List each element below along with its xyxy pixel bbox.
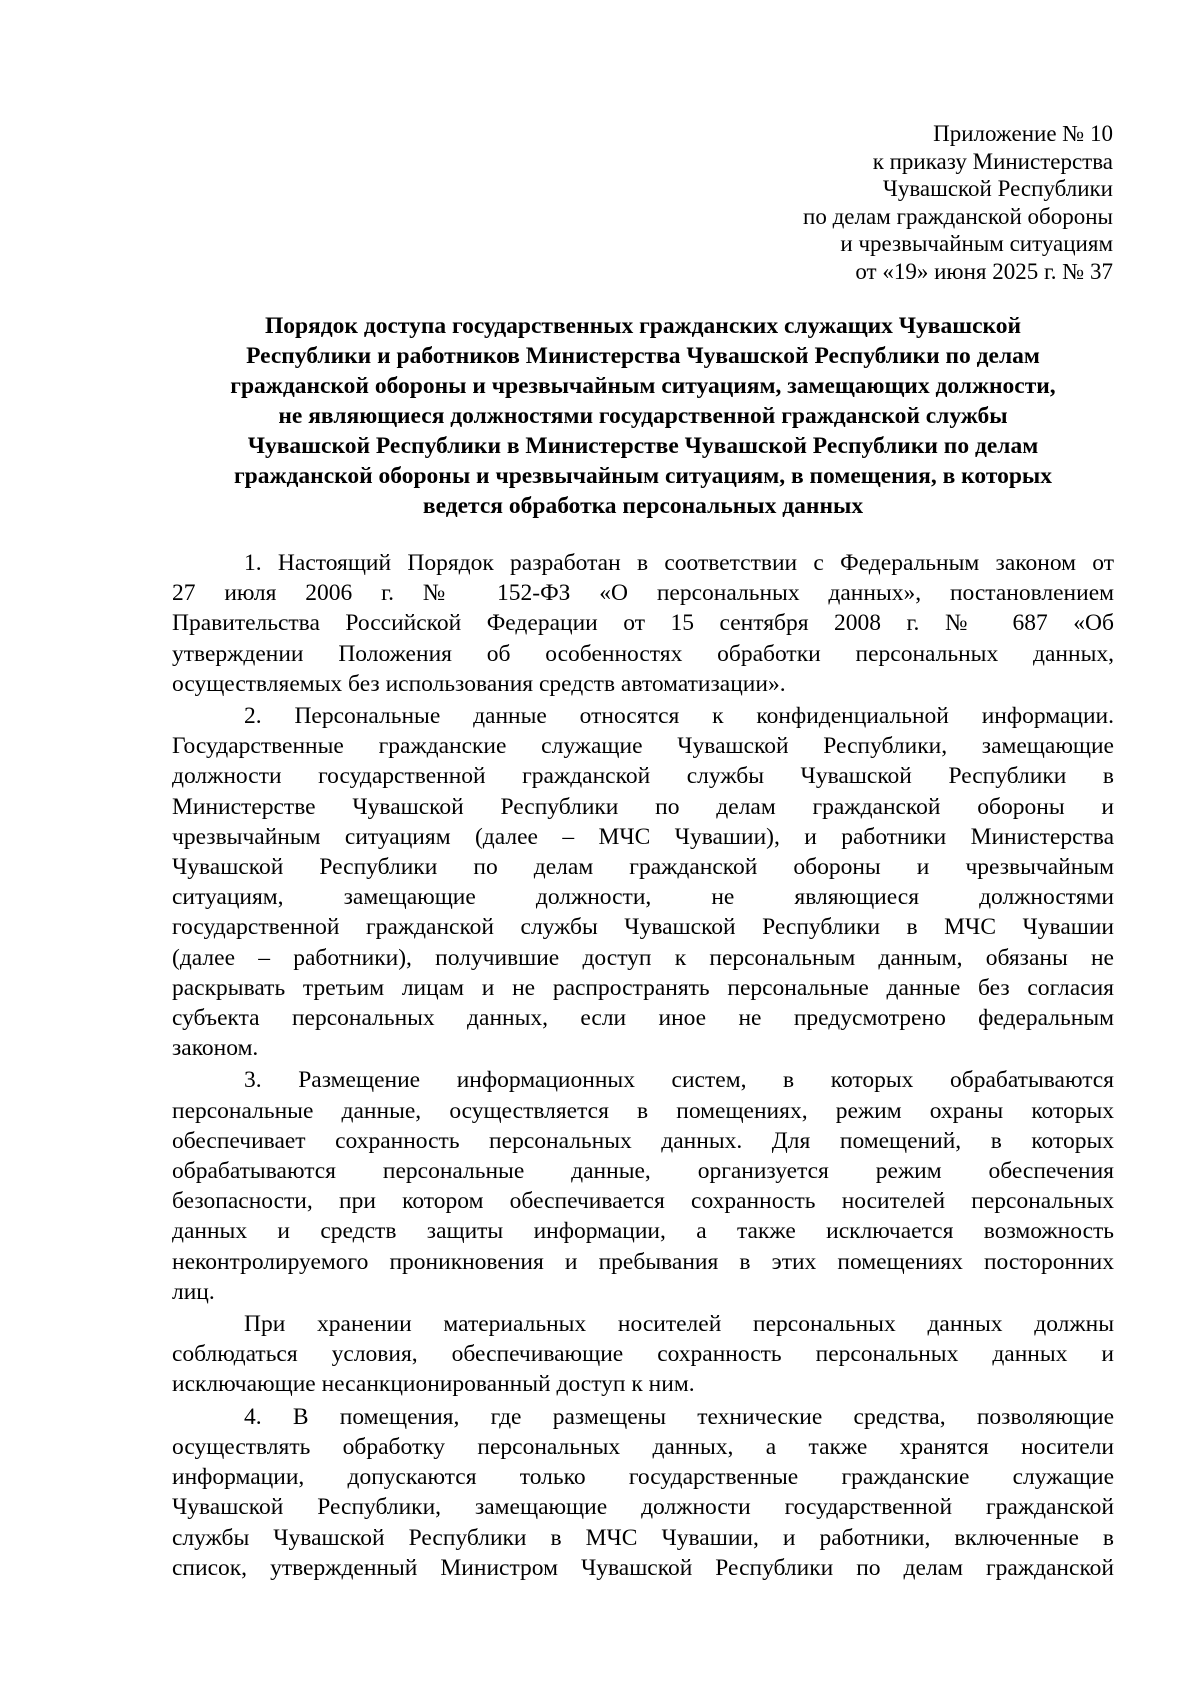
body-line: утверждении Положения об особенностях обработки персональных данных, — [172, 640, 1114, 667]
document-body — [172, 548, 1114, 1585]
document-title — [172, 311, 1114, 521]
body-line: чрезвычайным ситуациям (далее – МЧС Чувашии), и работники Министерства — [172, 823, 1114, 850]
body-line: 2. Персональные данные относятся к конфиденциальной информации. — [244, 703, 1114, 730]
body-line: исключающие несанкционированный доступ к ним. — [172, 1371, 695, 1398]
title-line: Республики и работников Министерства Чувашской Республики по делам — [246, 343, 1040, 369]
title-line: гражданской обороны и чрезвычайным ситуациям, в помещения, в которых — [233, 463, 1052, 489]
appendix-order-ref: к приказу Министерства — [872, 148, 1113, 174]
paragraph-2 — [172, 701, 1114, 1063]
title-line: Порядок доступа государственных гражданских служащих Чувашской — [264, 313, 1022, 339]
body-line: государственной гражданской службы Чувашской Республики в МЧС Чувашии — [172, 914, 1114, 941]
body-line: 1. Настоящий Порядок разработан в соответствии с Федеральным законом от — [244, 550, 1114, 576]
body-line: субъекта персональных данных, если иное не предусмотрено федеральным — [172, 1005, 1114, 1032]
title-line: Чувашской Республики в Министерстве Чувашской Республики по делам — [247, 433, 1039, 459]
title-line: гражданской обороны и чрезвычайным ситуациям, замещающих должности, — [230, 373, 1056, 399]
body-line: законом. — [172, 1035, 259, 1062]
body-line: Чувашской Республики, замещающие должности государственной гражданской — [172, 1494, 1114, 1521]
body-line: обрабатываются персональные данные, организуется режим обеспечения — [172, 1158, 1114, 1185]
appendix-republic: Чувашской Республики — [882, 176, 1113, 201]
paragraph-1 — [172, 548, 1114, 699]
body-line: (далее – работники), получившие доступ к персональным данным, обязаны не — [172, 944, 1114, 971]
body-line: осуществляемых без использования средств автоматизации». — [172, 670, 786, 697]
body-line: Государственные гражданские служащие Чувашской Республики, замещающие — [172, 733, 1114, 760]
body-line: персональные данные, осуществляется в помещениях, режим охраны которых — [172, 1097, 1114, 1124]
body-line: Правительства Российской Федерации от 15 сентября 2008 г. № 687 «Об — [172, 610, 1114, 637]
body-line: список, утвержденный Министром Чувашской Республики по делам гражданской — [172, 1554, 1114, 1581]
body-line: осуществлять обработку персональных данных, а также хранятся носители — [172, 1433, 1114, 1460]
body-line: обеспечивает сохранность персональных данных. Для помещений, в которых — [172, 1127, 1114, 1154]
title-line: ведется обработка персональных данных — [422, 493, 864, 519]
body-line: информации, допускаются только государственные гражданские служащие — [172, 1464, 1114, 1491]
body-line: лиц. — [172, 1278, 215, 1305]
body-line: службы Чувашской Республики в МЧС Чувашии, и работники, включенные в — [172, 1524, 1114, 1551]
paragraph-3-storage — [172, 1309, 1114, 1400]
body-line: 27 июля 2006 г. № 152-ФЗ «О персональных данных», постановлением — [172, 580, 1114, 607]
body-line: Чувашской Республики по делам гражданской обороны и чрезвычайным — [172, 854, 1114, 881]
body-line: соблюдаться условия, обеспечивающие сохранность персональных данных и — [172, 1341, 1114, 1368]
paragraph-3 — [172, 1065, 1114, 1307]
body-line: безопасности, при котором обеспечивается сохранность носителей персональных — [172, 1188, 1114, 1215]
body-line: 4. В помещения, где размещены технические средства, позволяющие — [244, 1403, 1114, 1430]
body-line: раскрывать третьим лицам и не распространять персональные данные без согласия — [172, 974, 1114, 1001]
body-line: При хранении материальных носителей персональных данных должны — [244, 1311, 1114, 1338]
paragraph-4 — [172, 1402, 1114, 1583]
appendix-ministry-scope: по делам гражданской обороны — [803, 203, 1113, 229]
body-line: Министерстве Чувашской Республики по делам гражданской обороны и — [172, 793, 1114, 820]
appendix-number: Приложение № 10 — [933, 121, 1113, 146]
body-line: должности государственной гражданской службы Чувашской Республики в — [172, 763, 1114, 790]
body-line: 3. Размещение информационных систем, в которых обрабатываются — [244, 1067, 1114, 1094]
body-line: ситуациям, замещающие должности, не являющиеся должностями — [172, 884, 1114, 911]
appendix-header — [803, 120, 1113, 285]
body-line: данных и средств защиты информации, а также исключается возможность — [172, 1218, 1114, 1245]
title-line: не являющиеся должностями государственной гражданской службы — [278, 403, 1008, 429]
appendix-ministry-scope-2: и чрезвычайным ситуациям — [840, 231, 1113, 256]
body-line: неконтролируемого проникновения и пребывания в этих помещениях посторонних — [172, 1248, 1114, 1275]
appendix-order-date: от «19» июня 2025 г. № 37 — [855, 258, 1113, 284]
